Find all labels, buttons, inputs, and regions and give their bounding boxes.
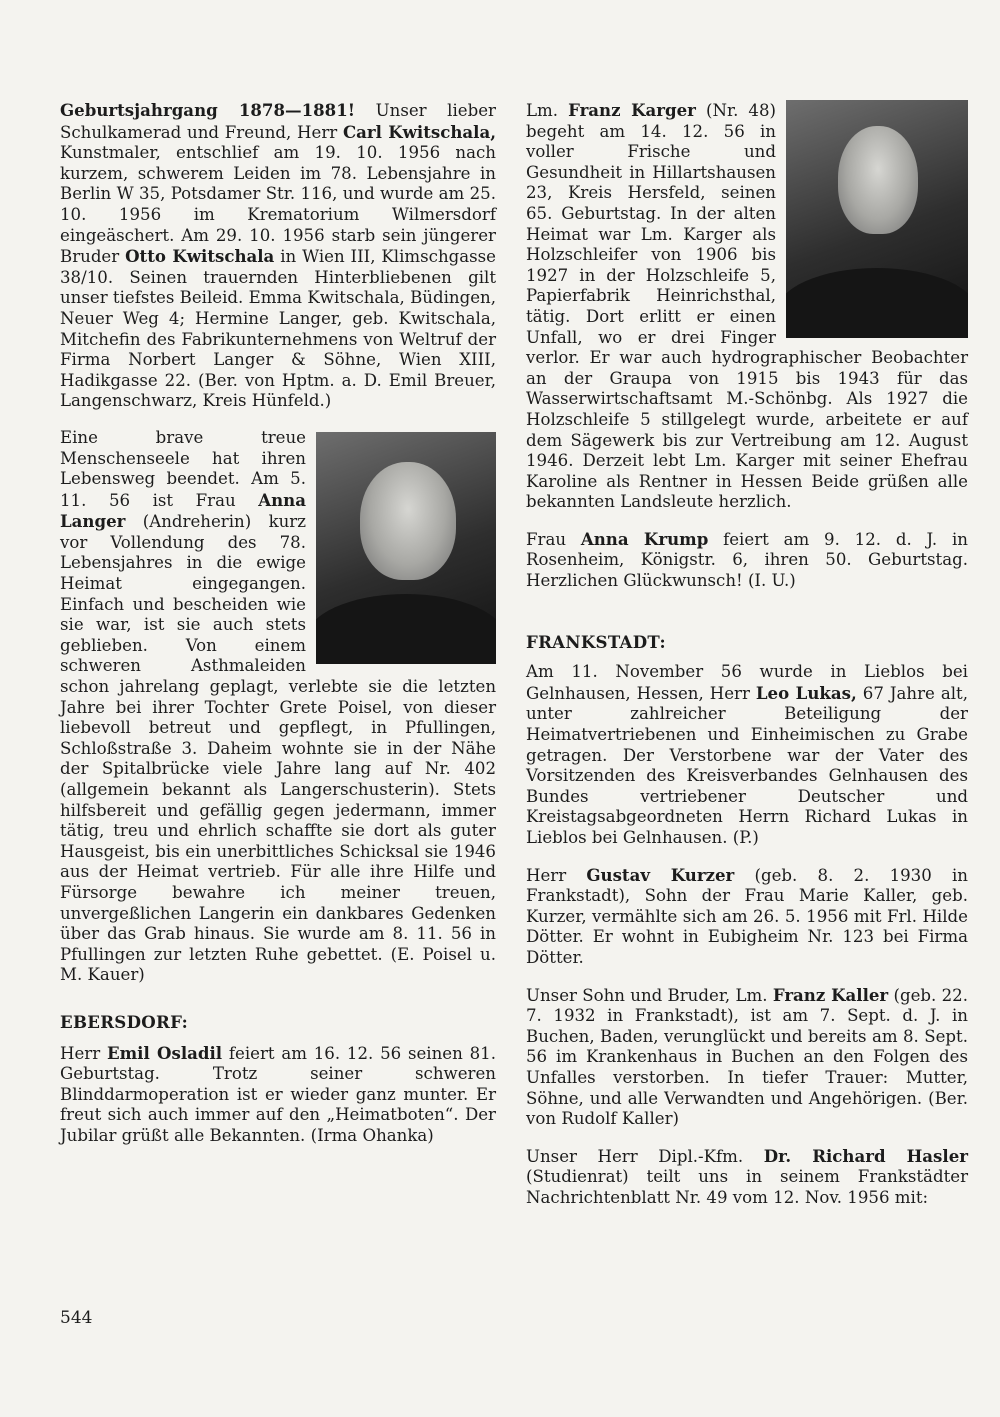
left-column — [60, 100, 496, 1163]
osladil-notice: Herr Emil Osladil feiert am 16. 12. 56 seinen 81. Geburtstag. Trotz seiner schweren Blinddarmoperation ist er wieder ganz munter. Er freut sich auch immer auf den „Heimatboten“. Der Jubilar grüßt alle Bekannten. (Irma Ohanka) — [60, 1042, 496, 1145]
kaller-notice: Unser Sohn und Bruder, Lm. Franz Kaller (geb. 22. 7. 1932 in Frankstadt), ist am 7. Sept. d. J. in Buchen, Baden, verunglückt und bereits am 8. Sept. 56 im Krankenhaus in Buchen an den Folgen des Unfalles verstorben. In tiefer Trauer: Mutter, Söhne, und alle Verwandten und Angehörigen. (Ber. von Rudolf Kaller) — [526, 984, 968, 1129]
kurzer-notice: Herr Gustav Kurzer (geb. 8. 2. 1930 in Frankstadt), Sohn der Frau Marie Kaller, geb. Kurzer, vermählte sich am 26. 5. 1956 mit Frl. Hilde Dötter. Er wohnt in Eubigheim Nr. 123 bei Firma Dötter. — [526, 864, 968, 967]
karger-notice: Lm. Franz Karger (Nr. 48) begeht am 14. 12. 56 in voller Frische und Gesundheit in Hillartshausen 23, Kreis Hersfeld, seinen 65. Geburtstag. In der alten Heimat war Lm. Karger als Holzschleifer von 1906 bis 1927 in der Holzschleife 5, Papierfabrik Heinrichsthal, tätig. Dort erlitt er einen Unfall, wo er drei Finger verlor. Er war auch hydrographischer Beobachter an der Graupa von 1915 bis 1943 für das Wasserwirtschaftsamt M.-Schönbg. Als 1927 die Holzschleife 5 stillgelegt wurde, arbeitete er auf dem Sägewerk bis zur Vertreibung am 12. August 1946. Derzeit lebt Lm. Karger mit seiner Ehefrau Karoline als Rentner in Hessen Beide grüßen alle bekannten Landsleute herzlich. — [526, 100, 968, 513]
lukas-notice: Am 11. November 56 wurde in Lieblos bei Gelnhausen, Hessen, Herr Leo Lukas, 67 Jahre alt, unter zahlreicher Beteiligung der Heimatvertriebenen und Einheimischen zu Grabe getragen. Der Verstorbene war der Vater des Vorsitzenden des Kreisverbandes Gelnhausen des Bundes vertriebener Deutscher und Kreistagsabgeordneten Herrn Richard Lukas in Lieblos bei Gelnhausen. (P.) — [526, 662, 968, 847]
kwitschala-notice: Geburtsjahrgang 1878—1881! Unser lieber Schulkamerad und Freund, Herr Carl Kwitschala, Kunstmaler, entschlief am 19. 10. 1956 nach kurzem, schwerem Leiden im 78. Lebensjahre in Berlin W 35, Potsdamer Str. 116, und wurde am 25. 10. 1956 im Krematorium Wilmersdorf eingeäschert. Am 29. 10. 1956 starb sein jüngerer Bruder Otto Kwitschala in Wien III, Klimschgasse 38/10. Seinen trauernden Hinterbliebenen gilt unser tiefstes Beileid. Emma Kwitschala, Büdingen, Neuer Weg 4; Hermine Langer, geb. Kwitschala, Mitchefin des Fabrikunternehmens von Weltruf der Firma Norbert Langer & Söhne, Wien XIII, Hadikgasse 22. (Ber. von Hptm. a. D. Emil Breuer, Langenschwarz, Kreis Hünfeld.) — [60, 100, 496, 411]
hasler-notice: Unser Herr Dipl.-Kfm. Dr. Richard Hasler (Studienrat) teilt uns in seinem Frankstädter Nachrichtenblatt Nr. 49 vom 12. Nov. 1956 mit: — [526, 1145, 968, 1207]
page-number: 544 — [60, 1308, 93, 1328]
franz-karger-portrait — [786, 100, 968, 338]
frankstadt-heading: FRANKSTADT: — [526, 631, 666, 652]
ebersdorf-heading: EBERSDORF: — [60, 1011, 189, 1032]
langer-notice: Eine brave treue Menschenseele hat ihren Lebensweg beendet. Am 5. 11. 56 ist Frau Anna Langer (Andreherin) kurz vor Vollendung des 78. Lebensjahres in die ewige Heimat eingegangen. Einfach und bescheiden wie sie war, ist sie auch stets geblieben. Von einem schweren Asthmaleiden schon jahrelang geplagt, verlebte sie die letzten Jahre bei ihrer Tochter Grete Poisel, von dieser liebevoll betreut und gepflegt, in Pfullingen, Schloßstraße 3. Daheim wohnte sie in der Nähe der Spitalbrücke viele Jahre lang auf Nr. 402 (allgemein bekannt als Langerschusterin). Stets hilfsbereit und gefällig gegen jedermann, immer tätig, treu und ehrlich schaffte sie dort als guter Hausgeist, bis ein unerbittliches Schicksal sie 1946 aus der Heimat vertrieb. Für alle ihre Hilfe und Fürsorge bewahre ich meiner treuen, unvergeßlichen Langerin ein dankbares Gedenken über das Grab hinaus. Sie wurde am 8. 11. 56 in Pfullingen zur letzten Ruhe gebettet. (E. Poisel u. M. Kauer) — [60, 428, 496, 986]
right-column — [526, 100, 968, 1225]
anna-langer-portrait — [316, 432, 496, 664]
krump-notice: Frau Anna Krump feiert am 9. 12. d. J. in Rosenheim, Königstr. 6, ihren 50. Geburtstag. Herzlichen Glückwunsch! (I. U.) — [526, 528, 968, 591]
